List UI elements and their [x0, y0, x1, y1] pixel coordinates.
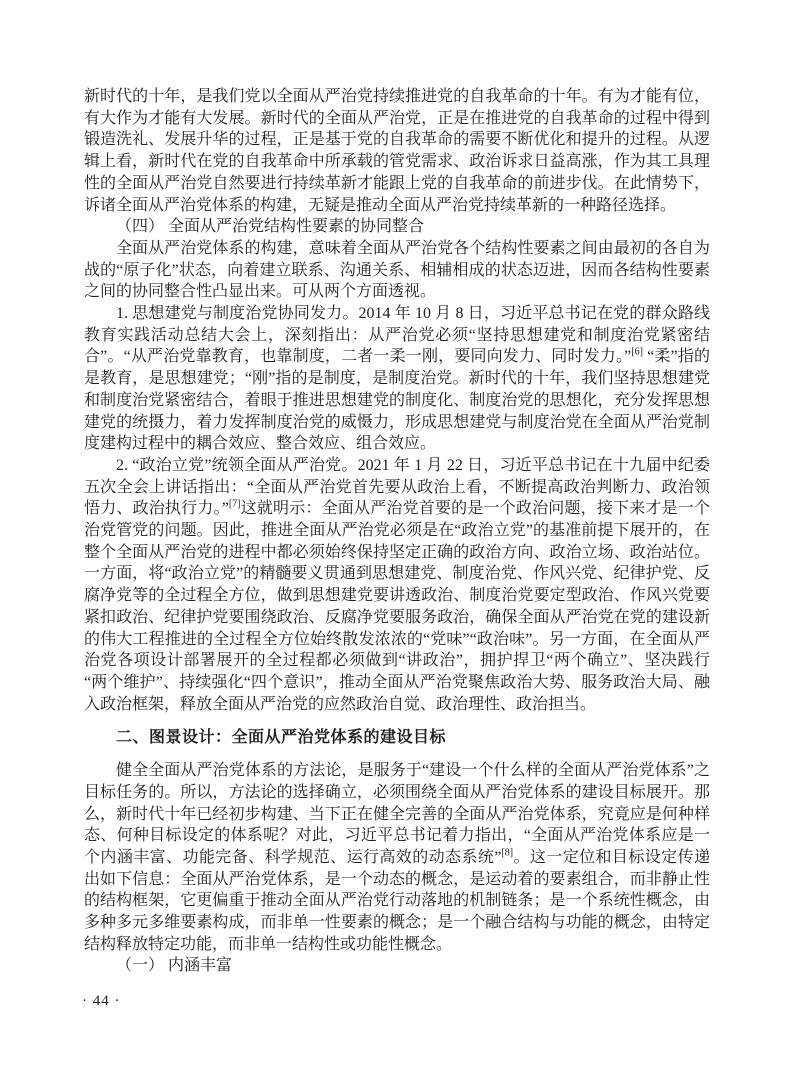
footnote-reference: [8]	[501, 847, 514, 859]
text-run: 2. “政治立党”统领全面从严治党。2021 年 1 月 22 日，习近平总书记在十九届中纪委五次全会上讲话指出：“全面从严治党首先要从政治上看，不断提高政治判断力、政治领悟力、政治执行力。”	[84, 456, 710, 518]
text-run: 。这一定位和目标设定传递出如下信息：全面从严治党体系，是一个动态的概念，是运动着的要素组合，而非静止性的结构框架，它更偏重于推动全面从严治党行动落地的机制链条；是一个系统性概念，由多种多元多维要素构成，而非单一性要素的概念；是一个融合结构与功能的概念，由特定结构释放特定功能，而非单一结构性或功能性概念。	[84, 848, 710, 953]
paragraph	[84, 760, 710, 955]
paragraph	[84, 86, 710, 216]
section-heading	[84, 727, 710, 749]
paragraph	[84, 455, 710, 715]
paragraph	[84, 303, 710, 455]
paragraph	[84, 238, 710, 303]
text-run: “柔”指的是教育，是思想建党；“刚”指的是制度，是制度治党。新时代的十年，我们坚持思想建党和制度治党紧密结合，着眼于推进思想建党的制度化、制度治党的思想化，充分发挥思想建党的统摄力，着力发挥制度治党的威慑力，形成思想建党与制度治党在全面从严治党制度建构过程中的耦合效应、整合效应、组合效应。	[84, 348, 710, 453]
text-run: 这就明示：全面从严治党首要的是一个政治问题，接下来才是一个治党管党的问题。因此，推进全面从严治党必须是在“政治立党”的基准前提下展开的，在整个全面从严治党的进程中都必须始终保持坚定正确的政治方向、政治立场、政治站位。一方面，将“政治立党”的精髓要义贯通到思想建党、制度治党、作风兴党、纪律护党、反腐净党等的全过程全方位，做到思想建党要讲透政治、制度治党要定型政治、作风兴党要紧扣政治、纪律护党要围绕政治、反腐净党要服务政治，确保全面从严治党在党的建设新的伟大工程推进的全过程全方位始终散发浓浓的“党味”“政治味”。另一方面，在全面从严治党各项设计部署展开的全过程都必须做到“讲政治”，拥护捍卫“两个确立”、坚决践行“两个维护”、持续强化“四个意识”，推动全面从严治党聚焦政治大势、服务政治大局、融入政治框架，释放全面从严治党的应然政治自觉、政治理性、政治担当。	[84, 500, 710, 713]
document-content	[84, 86, 710, 977]
text-run: 二、图景设计：全面从严治党体系的建设目标	[116, 729, 447, 747]
text-run: 1. 思想建党与制度治党协同发力。2014 年 10 月 8 日，习近平总书记在党的群众路线教育实践活动总结大会上，深刻指出：从严治党必须“坚持思想建党和制度治党紧密结合”。“从严治党靠教育，也靠制度，二者一柔一刚，要同向发力、同时发力。”	[84, 305, 710, 366]
text-run: （一） 内涵丰富	[116, 957, 233, 975]
text-run: 新时代的十年，是我们党以全面从严治党持续推进党的自我革命的十年。有为才能有位，有大作为才能有大发展。新时代的全面从严治党，正是在推进党的自我革命的过程中得到锻造洗礼、发展升华的过程，正是基于党的自我革命的需要不断优化和提升的过程。从逻辑上看，新时代在党的自我革命中所承载的管党需求、政治诉求日益高涨，作为其工具理性的全面从严治党自然要进行持续革新才能跟上党的自我革命的前进步伐。在此情势下，诉诸全面从严治党体系的构建，无疑是推动全面从严治党持续革新的一种路径选择。	[84, 88, 710, 214]
footnote-reference: [6]	[631, 347, 643, 359]
subsection-heading	[84, 216, 710, 238]
text-run: （四） 全面从严治党结构性要素的协同整合	[116, 218, 425, 236]
page-number: · 44 ·	[82, 993, 121, 1009]
footnote-reference: [7]	[228, 499, 241, 511]
subsection-heading	[84, 955, 710, 977]
text-run: 健全全面从严治党体系的方法论，是服务于“建设一个什么样的全面从严治党体系”之目标任务的。所以，方法论的选择确立，必须围绕全面从严治党体系的建设目标展开。那么，新时代十年已经初步构建、当下正在健全完善的全面从严治党体系，究竟应是何种样态、何种目标设定的体系呢？对此，习近平总书记着力指出，“全面从严治党体系应是一个内涵丰富、功能完备、科学规范、运行高效的动态系统”	[84, 762, 710, 866]
text-run: 全面从严治党体系的构建，意味着全面从严治党各个结构性要素之间由最初的各自为战的“原子化”状态，向着建立联系、沟通关系、相辅相成的状态迈进，因而各结构性要素之间的协同整合性凸显出来。可从两个方面透视。	[84, 239, 710, 301]
